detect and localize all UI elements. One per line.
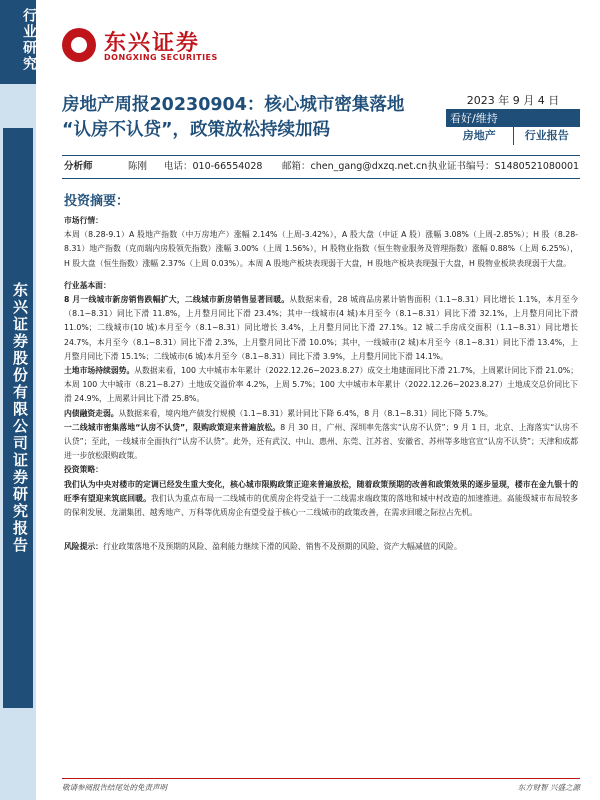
basics-para-4-text: 8 月 30 日，广州、深圳率先落实“认房不认贷”；9 月 1 日，北京、上海落实“认房不认贷”；至此，一线城市全面执行“认房不认贷”。此外，还有武汉、中山、惠州、东莞、江苏省、安徽省、苏州等多地官宣“认房不认贷”；天津和成都进一步放松限购政策。 [64, 422, 578, 461]
report-title [62, 93, 442, 143]
basics-para-4-lead: 一二线城市密集落地“认房不认贷”，限购政策迎来普遍放松。 [64, 422, 281, 432]
report-tags [446, 127, 580, 145]
strategy-heading: 投资策略： [64, 465, 103, 475]
analyst-phone: 电话：010-66554028 [164, 161, 263, 172]
logo-name-cn: 东兴证券 [104, 31, 201, 56]
rating-badge: 看好/维持 [446, 109, 580, 127]
sidebar-category: 行业研究 [21, 8, 37, 72]
report-title-line1: 房地产周报20230904：核心城市密集落地 [62, 95, 405, 115]
report-title-line2: “认房不认贷”，政策放松持续加码 [62, 120, 331, 140]
report-info-box [446, 93, 580, 145]
basics-para-2-text: 从数据来看，100 大中城市本年累计（2022.12.26~2023.8.27）成交土地建面同比下滑 21.7%，上周累计同比下滑 21.0%；本周 100 大中城市（8.21~8.27）土地成交溢价率 4.2%，上周 5.7%；100 大中城市本年累计（2022.12.26~2023.8.27）土地成交总价同比下滑 24.9%，上周累计同比下滑 25.8%。 [64, 366, 578, 404]
footer-rule [62, 778, 580, 779]
basics-heading: 行业基本面： [64, 280, 111, 290]
industry-tag: 房地产 [446, 127, 514, 145]
company-logo [62, 26, 222, 76]
analyst-cert: 执业证书编号：S1480521080001 [428, 161, 580, 172]
divider-top [62, 155, 580, 156]
risk-para [64, 540, 578, 554]
strategy-para [64, 478, 578, 521]
logo-name-en: DONGXING SECURITIES [104, 53, 218, 62]
analyst-name: 陈刚 [128, 161, 148, 172]
basics-para-2 [64, 364, 578, 407]
divider-analyst [62, 178, 580, 179]
analyst-label: 分析师 [64, 161, 93, 172]
basics-para-1-text: 从数据来看，28 城商品房累计销售面积（1.1~8.31）同比增长 1.1%，本月至今（8.1~8.31）同比下滑 11.8%，上月整月同比下滑 23.4%；其中一线城市(4 城)本月至今（8.1~8.31）同比下滑 32.1%，上月整月同比下滑 11.0%；二线城市(10 城)本月至今（8.1~8.31）同比增长 3.4%，上月整月同比下滑 27.1%。12 城二手房成交面积（1.1~8.31）同比增长 24.7%，本月至今（8.1~8.31）同比下滑 2.3%，上月整月同比下滑 10.0%；其中，一线城市(2 城)本月至今（8.1~8.31）同比下滑 13.4%，上月整月同比下滑 15.1%；二线城市(6 城)本月至今（8.1~8.31）同比下滑 3.9%，上月整月同比下滑 14.1%。 [64, 295, 578, 361]
risk-label: 风险提示： [64, 542, 103, 552]
basics-para-4 [64, 421, 578, 464]
sidebar-company: 东兴证券股份有限公司证券研究报告 [3, 128, 33, 708]
market-heading: 市场行情： [64, 216, 103, 225]
basics-para-3-lead: 内债融资走弱。 [64, 408, 119, 418]
basics-para-1-lead: 8 月一线城市新房销售跌幅扩大，二线城市新房销售显著回暖。 [64, 295, 290, 305]
footer-slogan: 东方财智 兴盛之源 [517, 783, 580, 792]
strategy-lead: 我们认为中央对楼市的定调已经发生重大变化，核心城市限购政策正迎来普遍放松，随着政策预期的改善和政策效果的逐步显现，楼市在金九银十的旺季有望迎来筑底回暖。 [64, 479, 578, 503]
risk-text: 行业政策落地不及预期的风险、盈利能力继续下滑的风险、销售不及预期的风险、资产大幅减值的风险。 [102, 542, 462, 552]
analyst-email: 邮箱：chen_gang@dxzq.net.cn [282, 161, 428, 172]
report-type-tag: 行业报告 [524, 129, 569, 142]
basics-para-2-lead: 土地市场持续弱势。 [64, 366, 135, 376]
report-date: 2023 年 9 月 4 日 [466, 94, 560, 107]
summary-title: 投资摘要： [64, 194, 130, 209]
market-text: 本周（8.28-9.1）A 股地产指数（中万房地产）涨幅 2.14%（上周-3.42%），A 股大盘（中证 A 股）涨幅 3.08%（上周-2.85%）；H 股（8.28-8.31）地产指数（克而瑞内房股领先指数）涨幅 3.00%（上周 1.56%），H 股物业指数（恒生物业服务及管理指数）涨幅 0.88%（上周 6.25%），H 股大盘（恒生指数）涨幅 2.37%（上周 0.03%）。本周 A 股地产板块表现弱于大盘，H 股地产板块表现强于大盘，H 股物业板块表现弱于大盘。 [64, 230, 578, 268]
analyst-info [64, 160, 580, 174]
report-content [64, 214, 578, 554]
basics-para-1 [64, 293, 578, 364]
sidebar-category-band [0, 0, 36, 84]
logo-mark-icon [62, 28, 96, 62]
basics-para-3 [64, 407, 578, 421]
footer-disclaimer: 敬请参阅报告结尾处的免责声明 [62, 783, 167, 792]
strategy-text: 我们认为重点布局一二线城市的优质房企将受益于一二线需求端政策的落地和城中村改造的加速推进。高能级城市布局较多的保利发展、龙湖集团、越秀地产、万科等优质房企有望受益于核心一二线城市的政策改善，在需求回暖之际拉占先机。 [64, 493, 579, 518]
basics-para-3-text: 从数据来看，境内地产债发行规模（1.1~8.31）累计同比下降 6.4%，8 月（8.1~8.31）同比下降 5.7%。 [118, 408, 493, 418]
